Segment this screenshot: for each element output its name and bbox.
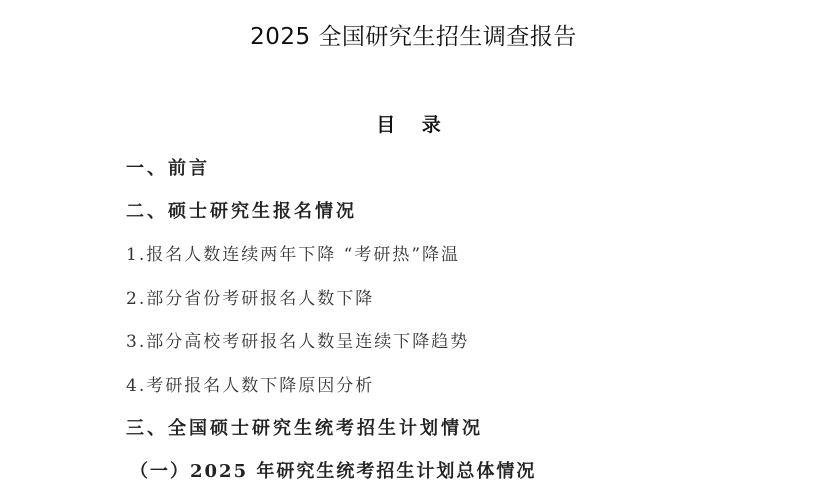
toc-item-registration-decline[interactable]: 1.报名人数连续两年下降 “考研热”降温 (126, 245, 461, 265)
toc-item-master-registration[interactable]: 二、硕士研究生报名情况 (126, 201, 357, 222)
toc-item-cutoff (130, 494, 430, 504)
toc-item-university-decline[interactable]: 3.部分高校考研报名人数呈连续下降趋势 (126, 332, 470, 352)
toc-item-plan-overview[interactable]: （一）2025 年研究生统考招生计划总体情况 (130, 461, 537, 482)
toc-item-province-decline[interactable]: 2.部分省份考研报名人数下降 (126, 289, 375, 309)
toc-item-enrollment-plan[interactable]: 三、全国硕士研究生统考招生计划情况 (126, 418, 483, 439)
toc-item-preface[interactable]: 一、前言 (126, 158, 210, 179)
toc-item-decline-reasons[interactable]: 4.考研报名人数下降原因分析 (126, 376, 375, 396)
toc-heading: 目 录 (376, 114, 451, 136)
document-title: 2025 全国研究生招生调查报告 (250, 24, 577, 50)
